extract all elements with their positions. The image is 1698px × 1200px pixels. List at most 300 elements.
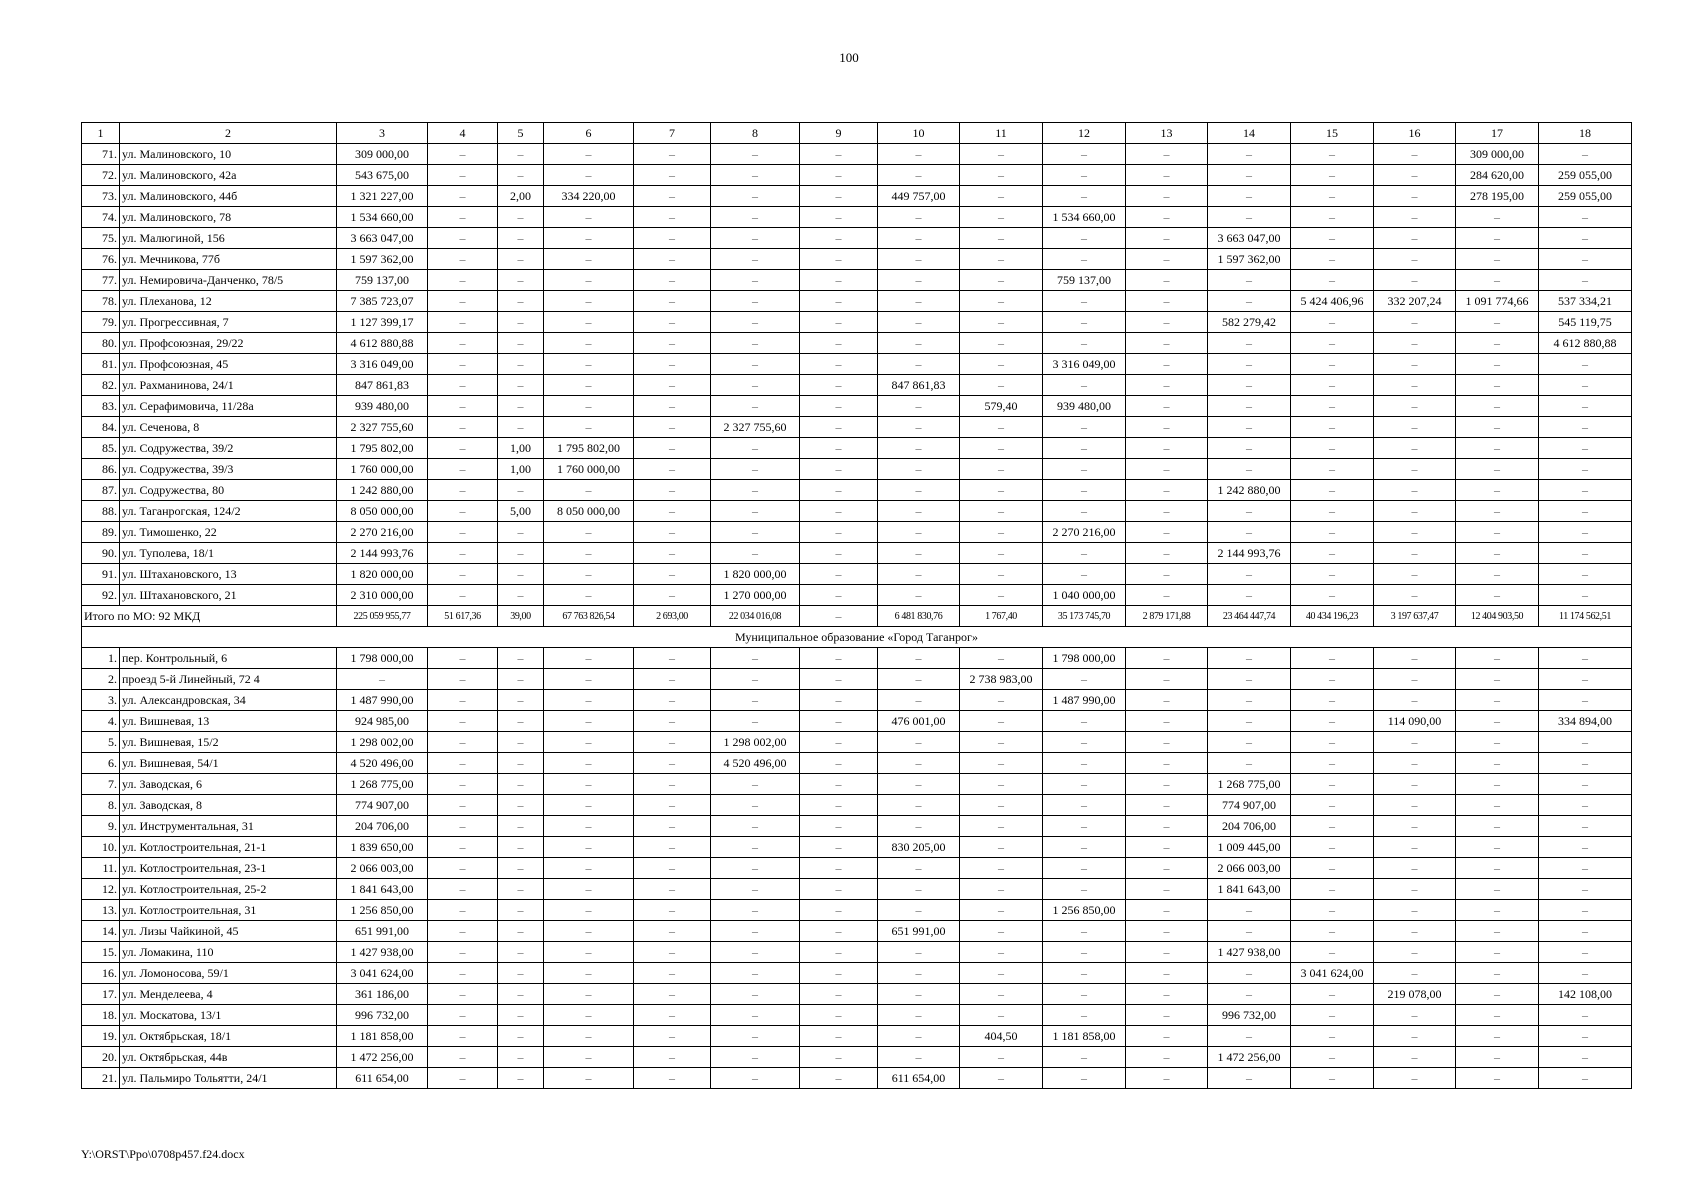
table-cell: –	[1291, 816, 1374, 837]
table-cell: –	[1374, 564, 1456, 585]
table-cell: –	[544, 564, 634, 585]
table-cell: –	[711, 291, 800, 312]
table-cell: –	[634, 858, 711, 879]
table-cell: 332 207,24	[1374, 291, 1456, 312]
table-cell: 309 000,00	[337, 144, 428, 165]
table-cell: –	[498, 816, 544, 837]
table-cell: –	[1539, 543, 1632, 564]
table-cell: –	[1456, 501, 1539, 522]
table-row	[82, 333, 1632, 354]
table-cell: 1 597 362,00	[337, 249, 428, 270]
table-cell: –	[498, 480, 544, 501]
table-cell: –	[711, 900, 800, 921]
total-row	[82, 606, 1632, 627]
table-cell: –	[428, 900, 498, 921]
table-cell: –	[498, 795, 544, 816]
table-cell: 847 861,83	[878, 375, 960, 396]
table-row	[82, 501, 1632, 522]
table-cell: –	[800, 753, 878, 774]
table-cell: –	[1043, 249, 1126, 270]
table-cell: –	[878, 753, 960, 774]
table-cell: 2.	[82, 669, 120, 690]
table-cell: –	[711, 963, 800, 984]
table-cell: ул. Ломакина, 110	[120, 942, 337, 963]
table-cell: 84.	[82, 417, 120, 438]
table-cell: –	[428, 1005, 498, 1026]
table-cell: –	[1208, 732, 1291, 753]
table-cell: –	[711, 1005, 800, 1026]
table-cell: –	[634, 249, 711, 270]
table-cell: –	[1291, 921, 1374, 942]
table-cell: –	[1208, 522, 1291, 543]
table-cell: 1 820 000,00	[337, 564, 428, 585]
table-cell: 1 127 399,17	[337, 312, 428, 333]
table-cell: ул. Октябрьская, 44в	[120, 1047, 337, 1068]
table-cell: –	[960, 774, 1043, 795]
table-cell: –	[1291, 753, 1374, 774]
table-cell: –	[800, 207, 878, 228]
table-cell: –	[1043, 228, 1126, 249]
table-cell: ул. Котлостроительная, 23-1	[120, 858, 337, 879]
table-cell: –	[1539, 144, 1632, 165]
table-cell: –	[1208, 396, 1291, 417]
table-cell: –	[1043, 963, 1126, 984]
table-cell: –	[544, 858, 634, 879]
table-cell: –	[1291, 795, 1374, 816]
table-cell: –	[800, 669, 878, 690]
table-cell: –	[1043, 984, 1126, 1005]
table-cell: –	[1456, 648, 1539, 669]
table-cell: –	[960, 564, 1043, 585]
table-cell: –	[1291, 669, 1374, 690]
table-cell: –	[1126, 228, 1208, 249]
table-cell: –	[1374, 438, 1456, 459]
table-cell: –	[1126, 690, 1208, 711]
table-cell: –	[711, 186, 800, 207]
table-cell: –	[1456, 795, 1539, 816]
table-cell: –	[1291, 858, 1374, 879]
table-cell: –	[428, 648, 498, 669]
table-cell: ул. Малиновского, 78	[120, 207, 337, 228]
table-cell: –	[544, 669, 634, 690]
table-cell: 91.	[82, 564, 120, 585]
table-cell: 1 534 660,00	[1043, 207, 1126, 228]
table-cell: –	[1208, 900, 1291, 921]
table-cell: –	[960, 480, 1043, 501]
table-body	[82, 123, 1632, 1089]
table-cell: 2 327 755,60	[711, 417, 800, 438]
table-cell: 1 268 775,00	[337, 774, 428, 795]
table-cell: 1 040 000,00	[1043, 585, 1126, 606]
table-cell: –	[960, 1005, 1043, 1026]
table-cell: 2 270 216,00	[1043, 522, 1126, 543]
table-cell: 3 197 637,47	[1374, 606, 1456, 627]
table-cell: –	[711, 522, 800, 543]
table-row	[82, 249, 1632, 270]
table-cell: –	[1208, 459, 1291, 480]
table-cell: –	[544, 312, 634, 333]
table-cell: –	[1126, 984, 1208, 1005]
table-cell: –	[800, 690, 878, 711]
table-cell: –	[1126, 921, 1208, 942]
table-cell: –	[1456, 438, 1539, 459]
table-cell: –	[1043, 669, 1126, 690]
table-cell: –	[1456, 837, 1539, 858]
table-cell: ул. Сеченова, 8	[120, 417, 337, 438]
table-cell: –	[1043, 186, 1126, 207]
table-cell: –	[634, 417, 711, 438]
table-cell: 2 144 993,76	[337, 543, 428, 564]
table-cell: –	[711, 795, 800, 816]
table-cell: –	[544, 753, 634, 774]
table-cell: –	[1374, 228, 1456, 249]
table-cell: 334 894,00	[1539, 711, 1632, 732]
table-cell: –	[1043, 753, 1126, 774]
table-cell: –	[1539, 417, 1632, 438]
table-cell: –	[634, 1068, 711, 1089]
table-cell: –	[634, 963, 711, 984]
table-cell: –	[1208, 669, 1291, 690]
table-cell: –	[878, 690, 960, 711]
table-cell: ул. Вишневая, 54/1	[120, 753, 337, 774]
table-row	[82, 690, 1632, 711]
table-cell: –	[1291, 270, 1374, 291]
table-cell: 4 612 880,88	[337, 333, 428, 354]
table-row	[82, 228, 1632, 249]
table-cell: –	[1043, 417, 1126, 438]
table-row	[82, 522, 1632, 543]
table-cell: –	[1374, 375, 1456, 396]
table-cell: –	[428, 312, 498, 333]
column-header: 14	[1208, 123, 1291, 144]
table-cell: –	[634, 795, 711, 816]
table-cell: –	[1291, 711, 1374, 732]
table-cell: –	[1291, 522, 1374, 543]
table-cell: –	[634, 459, 711, 480]
table-cell: –	[544, 774, 634, 795]
table-cell: –	[960, 543, 1043, 564]
table-cell: –	[1539, 459, 1632, 480]
table-cell: 1 270 000,00	[711, 585, 800, 606]
table-cell: –	[878, 900, 960, 921]
table-cell: –	[634, 669, 711, 690]
table-cell: –	[634, 375, 711, 396]
table-row	[82, 207, 1632, 228]
table-cell: –	[634, 144, 711, 165]
table-cell: –	[878, 291, 960, 312]
table-cell: –	[711, 543, 800, 564]
table-cell: –	[1539, 774, 1632, 795]
table-cell: –	[960, 879, 1043, 900]
table-cell: –	[711, 1047, 800, 1068]
table-cell: 361 186,00	[337, 984, 428, 1005]
table-cell: –	[1374, 459, 1456, 480]
table-cell: –	[1539, 522, 1632, 543]
table-cell: –	[1456, 921, 1539, 942]
table-cell: 1 298 002,00	[337, 732, 428, 753]
table-cell: ул. Рахманинова, 24/1	[120, 375, 337, 396]
table-cell: –	[1126, 417, 1208, 438]
table-cell: –	[878, 333, 960, 354]
table-cell: –	[878, 501, 960, 522]
table-cell: –	[1539, 732, 1632, 753]
table-cell: –	[1456, 270, 1539, 291]
table-cell: 142 108,00	[1539, 984, 1632, 1005]
table-cell: –	[800, 795, 878, 816]
table-cell: –	[634, 228, 711, 249]
table-cell: –	[960, 375, 1043, 396]
table-cell: ул. Заводская, 6	[120, 774, 337, 795]
table-cell: 88.	[82, 501, 120, 522]
table-cell: 1 841 643,00	[337, 879, 428, 900]
table-cell: –	[498, 669, 544, 690]
table-cell: –	[1043, 564, 1126, 585]
table-cell: –	[1043, 816, 1126, 837]
table-cell: 996 732,00	[1208, 1005, 1291, 1026]
table-cell: 939 480,00	[1043, 396, 1126, 417]
table-row	[82, 858, 1632, 879]
table-cell: –	[1208, 165, 1291, 186]
table-cell: ул. Содружества, 39/3	[120, 459, 337, 480]
table-cell: 8 050 000,00	[337, 501, 428, 522]
table-cell: –	[498, 837, 544, 858]
table-cell: –	[878, 438, 960, 459]
table-cell: 83.	[82, 396, 120, 417]
table-cell: –	[878, 228, 960, 249]
table-cell: –	[1043, 921, 1126, 942]
table-cell: –	[1456, 879, 1539, 900]
table-row	[82, 312, 1632, 333]
table-cell: –	[1374, 837, 1456, 858]
table-cell: –	[960, 900, 1043, 921]
table-cell: –	[711, 354, 800, 375]
table-cell: –	[1291, 165, 1374, 186]
table-cell: –	[1291, 984, 1374, 1005]
column-header: 1	[82, 123, 120, 144]
table-cell: –	[711, 459, 800, 480]
table-cell: –	[1374, 1026, 1456, 1047]
table-cell: –	[711, 375, 800, 396]
table-cell: –	[800, 165, 878, 186]
table-cell: –	[634, 564, 711, 585]
table-cell: –	[428, 585, 498, 606]
table-cell: –	[711, 648, 800, 669]
table-cell: –	[960, 816, 1043, 837]
table-cell: –	[1539, 921, 1632, 942]
table-cell: –	[1208, 963, 1291, 984]
table-cell: –	[1456, 1026, 1539, 1047]
table-cell: –	[1043, 438, 1126, 459]
table-cell: –	[1456, 942, 1539, 963]
table-cell: ул. Профсоюзная, 29/22	[120, 333, 337, 354]
table-cell: ул. Заводская, 8	[120, 795, 337, 816]
table-cell: –	[498, 732, 544, 753]
table-cell: –	[428, 732, 498, 753]
table-cell: –	[498, 270, 544, 291]
table-cell: –	[960, 312, 1043, 333]
table-row	[82, 1005, 1632, 1026]
table-cell: 7 385 723,07	[337, 291, 428, 312]
table-cell: –	[1374, 480, 1456, 501]
table-cell: –	[800, 480, 878, 501]
table-row	[82, 774, 1632, 795]
table-cell: –	[1043, 291, 1126, 312]
table-cell: –	[498, 774, 544, 795]
table-cell: –	[634, 501, 711, 522]
table-cell: –	[544, 900, 634, 921]
table-cell: 1 487 990,00	[337, 690, 428, 711]
table-cell: –	[800, 186, 878, 207]
table-cell: –	[711, 816, 800, 837]
table-cell: –	[1291, 690, 1374, 711]
table-cell: –	[1126, 207, 1208, 228]
table-cell: 1 427 938,00	[337, 942, 428, 963]
table-cell: 90.	[82, 543, 120, 564]
table-cell: –	[800, 501, 878, 522]
table-cell: –	[711, 249, 800, 270]
table-cell: 20.	[82, 1047, 120, 1068]
table-cell: –	[1374, 396, 1456, 417]
table-cell: 1 256 850,00	[1043, 900, 1126, 921]
table-cell: –	[878, 648, 960, 669]
table-cell: –	[800, 585, 878, 606]
table-cell: –	[634, 543, 711, 564]
table-cell: –	[800, 312, 878, 333]
table-cell: –	[544, 879, 634, 900]
table-cell: –	[1456, 984, 1539, 1005]
table-cell: –	[1456, 459, 1539, 480]
table-cell: 3 663 047,00	[1208, 228, 1291, 249]
table-cell: –	[1456, 711, 1539, 732]
repair-costs-table	[81, 122, 1632, 1089]
table-cell: –	[960, 963, 1043, 984]
column-header: 17	[1456, 123, 1539, 144]
table-cell: –	[960, 249, 1043, 270]
table-cell: –	[428, 438, 498, 459]
table-cell: –	[428, 501, 498, 522]
column-header: 16	[1374, 123, 1456, 144]
table-cell: –	[428, 963, 498, 984]
table-cell: –	[1374, 1068, 1456, 1089]
table-cell: –	[1456, 753, 1539, 774]
table-cell: 259 055,00	[1539, 186, 1632, 207]
table-cell: –	[711, 501, 800, 522]
table-cell: 1 242 880,00	[337, 480, 428, 501]
table-cell: –	[800, 732, 878, 753]
table-cell: 79.	[82, 312, 120, 333]
table-cell: –	[800, 942, 878, 963]
table-cell: 6.	[82, 753, 120, 774]
table-cell: –	[498, 879, 544, 900]
table-cell: –	[878, 795, 960, 816]
table-cell: –	[1126, 942, 1208, 963]
table-cell: –	[1291, 207, 1374, 228]
table-cell: 774 907,00	[337, 795, 428, 816]
table-cell: –	[960, 921, 1043, 942]
table-cell: –	[1126, 837, 1208, 858]
section-row	[82, 627, 1632, 648]
table-cell: –	[1539, 354, 1632, 375]
table-cell: 543 675,00	[337, 165, 428, 186]
table-cell: –	[1456, 543, 1539, 564]
table-cell: –	[1208, 291, 1291, 312]
table-cell: –	[1291, 375, 1374, 396]
table-cell: –	[800, 228, 878, 249]
table-cell: 1.	[82, 648, 120, 669]
table-row	[82, 816, 1632, 837]
table-cell: –	[1456, 774, 1539, 795]
table-cell: 2 144 993,76	[1208, 543, 1291, 564]
table-cell: –	[544, 165, 634, 186]
table-cell: ул. Мечникова, 77б	[120, 249, 337, 270]
table-cell: –	[1043, 1068, 1126, 1089]
table-cell: –	[1539, 942, 1632, 963]
table-cell: 78.	[82, 291, 120, 312]
table-cell: 582 279,42	[1208, 312, 1291, 333]
table-cell: –	[544, 144, 634, 165]
column-header: 12	[1043, 123, 1126, 144]
column-header: 6	[544, 123, 634, 144]
table-cell: –	[1456, 963, 1539, 984]
table-row	[82, 291, 1632, 312]
table-cell: –	[1126, 249, 1208, 270]
table-cell: 8 050 000,00	[544, 501, 634, 522]
table-row	[82, 648, 1632, 669]
table-row	[82, 396, 1632, 417]
table-cell: 12.	[82, 879, 120, 900]
table-cell: –	[1374, 312, 1456, 333]
table-cell: ул. Инструментальная, 31	[120, 816, 337, 837]
table-cell: –	[1539, 648, 1632, 669]
table-cell: –	[711, 942, 800, 963]
table-cell: –	[428, 1026, 498, 1047]
table-cell: –	[800, 333, 878, 354]
table-cell: –	[960, 459, 1043, 480]
table-row	[82, 585, 1632, 606]
table-cell: –	[800, 900, 878, 921]
table-cell: –	[1291, 1068, 1374, 1089]
table-cell: –	[1043, 144, 1126, 165]
table-cell: –	[544, 1026, 634, 1047]
table-cell: 1,00	[498, 438, 544, 459]
table-cell: 82.	[82, 375, 120, 396]
table-cell: –	[878, 144, 960, 165]
table-cell: –	[960, 732, 1043, 753]
table-cell: –	[1539, 375, 1632, 396]
table-cell: –	[1208, 333, 1291, 354]
table-cell: –	[960, 417, 1043, 438]
table-cell: 404,50	[960, 1026, 1043, 1047]
table-cell: 1 091 774,66	[1456, 291, 1539, 312]
table-cell: 23 464 447,74	[1208, 606, 1291, 627]
table-cell: –	[960, 354, 1043, 375]
table-cell: –	[428, 459, 498, 480]
table-row	[82, 795, 1632, 816]
table-cell: –	[960, 984, 1043, 1005]
table-cell: –	[1291, 1047, 1374, 1068]
table-cell: –	[960, 690, 1043, 711]
table-cell: –	[960, 585, 1043, 606]
table-cell: –	[800, 984, 878, 1005]
table-cell: –	[1291, 480, 1374, 501]
table-cell: 309 000,00	[1456, 144, 1539, 165]
column-header: 7	[634, 123, 711, 144]
table-cell: –	[498, 711, 544, 732]
table-cell: –	[498, 291, 544, 312]
table-cell: –	[1043, 732, 1126, 753]
table-row	[82, 270, 1632, 291]
table-cell: –	[800, 249, 878, 270]
